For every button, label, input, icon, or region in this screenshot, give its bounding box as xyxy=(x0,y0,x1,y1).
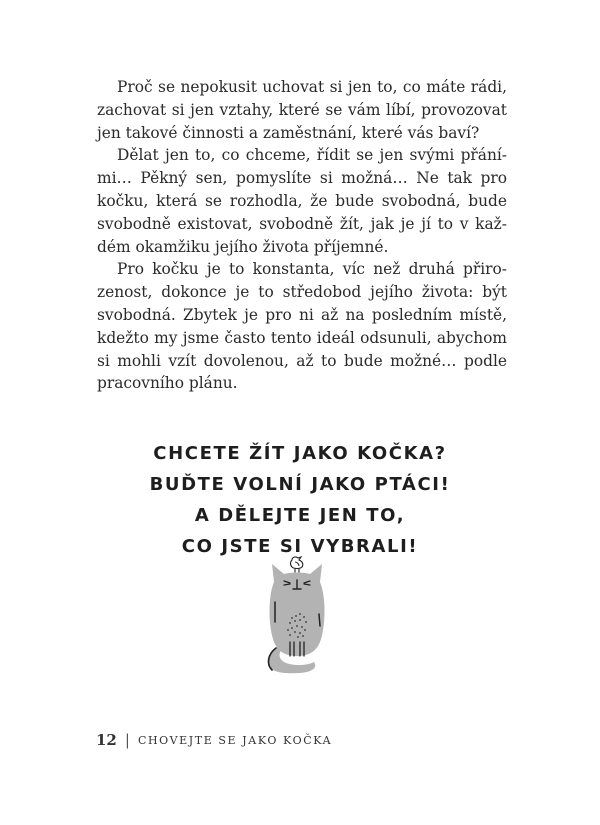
text-line: svobodná. Zbytek je pro ni až na posledním místě, xyxy=(97,305,507,324)
text-line: si mohli vzít dovolenou, až to bude možné… podle xyxy=(97,351,507,370)
page-footer xyxy=(96,731,332,749)
text-line: Pro kočku je to konstanta, víc než druhá přiro- xyxy=(117,260,507,279)
cat-with-bird-icon xyxy=(262,556,332,678)
motto-line: BUĎTE VOLNÍ JAKO PTÁCI! xyxy=(149,474,451,495)
text-line: kdežto my jsme často tento ideál odsunuli, abychom xyxy=(97,328,507,347)
text-line: Proč se nepokusit uchovat si jen to, co máte rádi, xyxy=(117,78,507,96)
paragraph-2 xyxy=(97,144,507,258)
page-number: 12 xyxy=(96,731,117,749)
footer-separator: | xyxy=(124,731,130,749)
paragraph-1 xyxy=(97,76,507,144)
text-line: zachovat si jen vztahy, které se vám líbí, provozovat xyxy=(97,100,507,119)
bird-icon xyxy=(291,557,303,572)
text-line: dém okamžiku jejího života příjemné. xyxy=(97,237,389,256)
running-title: CHOVEJTE SE JAKO KOČKA xyxy=(137,733,333,747)
motto-line: A DĚLEJTE JEN TO, xyxy=(194,505,406,526)
text-line: svobodně existovat, svobodně žít, jak je jí to v kaž- xyxy=(97,214,507,233)
text-line: pracovního plánu. xyxy=(97,374,238,393)
motto-line: CHCETE ŽÍT JAKO KOČKA? xyxy=(153,443,447,464)
cat-body xyxy=(270,564,325,656)
body-text xyxy=(97,76,507,395)
motto-line: CO JSTE SI VYBRALI! xyxy=(181,536,419,557)
text-line: Dělat jen to, co chceme, řídit se jen svými přání- xyxy=(117,146,507,165)
paragraph-3 xyxy=(97,258,507,395)
text-line: mi… Pěkný sen, pomyslíte si možná… Ne tak pro xyxy=(97,169,507,188)
text-line: jen takové činnosti a zaměstnání, které vás baví? xyxy=(97,123,480,142)
text-line: kočku, která se rozhodla, že bude svobodná, bude xyxy=(97,191,507,210)
motto xyxy=(100,438,500,562)
text-line: zenost, dokonce je to středobod jejího života: být xyxy=(97,283,507,302)
